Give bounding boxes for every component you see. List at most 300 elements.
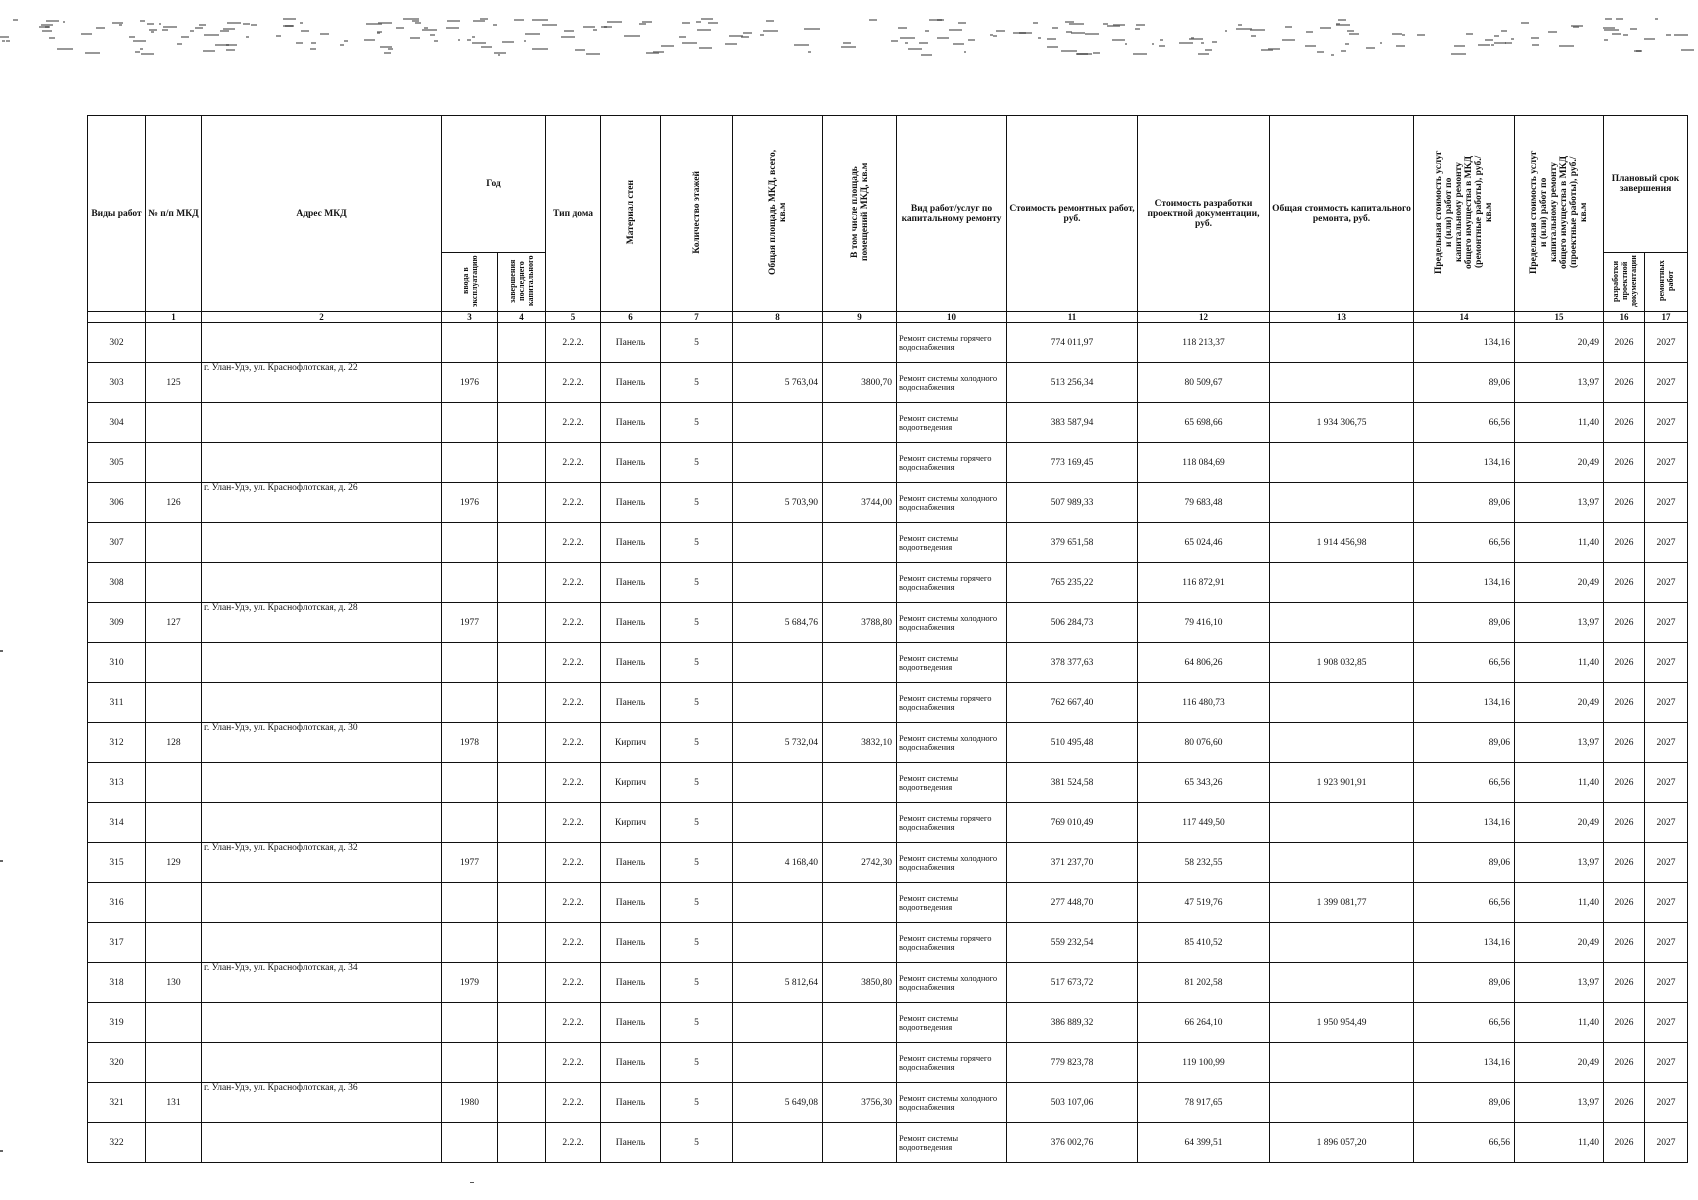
scan-noise-mark bbox=[564, 30, 574, 32]
cell-y1: 1977 bbox=[442, 843, 498, 883]
scan-noise-mark bbox=[1033, 22, 1039, 24]
cell-type: 2.2.2. bbox=[546, 563, 601, 603]
scan-noise-mark bbox=[532, 19, 547, 21]
scan-noise-mark bbox=[921, 54, 932, 56]
scan-noise-mark bbox=[0, 36, 8, 38]
scan-noise-mark bbox=[310, 48, 316, 50]
scan-noise-mark bbox=[1681, 49, 1694, 51]
cell-t2: 2027 bbox=[1645, 683, 1688, 723]
scan-noise-mark bbox=[1494, 35, 1499, 37]
cell-type: 2.2.2. bbox=[546, 1003, 601, 1043]
cell-area: 4 168,40 bbox=[733, 843, 823, 883]
scan-noise-mark bbox=[1093, 52, 1100, 54]
scan-noise-mark bbox=[199, 24, 207, 26]
cell-t1: 2026 bbox=[1604, 443, 1645, 483]
cell-l1: 134,16 bbox=[1414, 1043, 1515, 1083]
cell-t2: 2027 bbox=[1645, 723, 1688, 763]
cell-addr bbox=[202, 1123, 442, 1163]
cell-y2 bbox=[498, 563, 546, 603]
cell-t2: 2027 bbox=[1645, 443, 1688, 483]
cell-proj: 65 024,46 bbox=[1138, 523, 1270, 563]
scan-noise-mark bbox=[949, 29, 962, 31]
cell-vid: 320 bbox=[88, 1043, 146, 1083]
cell-y1 bbox=[442, 643, 498, 683]
cell-num: 130 bbox=[146, 963, 202, 1003]
cell-y1: 1977 bbox=[442, 603, 498, 643]
scan-noise-mark bbox=[1212, 41, 1218, 43]
cell-total bbox=[1270, 443, 1414, 483]
cell-num bbox=[146, 1123, 202, 1163]
scan-noise-mark bbox=[1159, 45, 1165, 47]
cell-work: Ремонт системы водоотведения bbox=[897, 763, 1007, 803]
cell-y1: 1976 bbox=[442, 363, 498, 403]
cell-l1: 89,06 bbox=[1414, 843, 1515, 883]
cell-cost: 774 011,97 bbox=[1007, 323, 1138, 363]
scan-noise-mark bbox=[300, 22, 302, 24]
cell-total bbox=[1270, 1043, 1414, 1083]
cell-work: Ремонт системы горячего водоснабжения bbox=[897, 323, 1007, 363]
cell-work: Ремонт системы горячего водоснабжения bbox=[897, 923, 1007, 963]
header-term-project bbox=[1604, 253, 1645, 312]
scan-noise bbox=[0, 12, 1698, 72]
header-limit-project bbox=[1515, 116, 1604, 312]
cell-t1: 2026 bbox=[1604, 563, 1645, 603]
scan-noise-mark bbox=[364, 39, 375, 41]
cell-vid: 318 bbox=[88, 963, 146, 1003]
cell-t1: 2026 bbox=[1604, 803, 1645, 843]
cell-t1: 2026 bbox=[1604, 363, 1645, 403]
scan-noise-mark bbox=[481, 46, 492, 48]
cell-y2 bbox=[498, 443, 546, 483]
scan-noise-mark bbox=[908, 48, 922, 50]
header-wall-material bbox=[601, 116, 661, 312]
cell-addr bbox=[202, 323, 442, 363]
scan-noise-mark bbox=[81, 33, 93, 35]
cell-wall: Панель bbox=[601, 483, 661, 523]
cell-fl: 5 bbox=[661, 763, 733, 803]
cell-proj: 58 232,55 bbox=[1138, 843, 1270, 883]
scan-noise-mark bbox=[1250, 29, 1265, 31]
cell-addr bbox=[202, 1003, 442, 1043]
cell-type: 2.2.2. bbox=[546, 923, 601, 963]
header-premises-area-text: В том числе площадь помещений МКД, кв.м bbox=[849, 162, 870, 262]
cell-vid: 321 bbox=[88, 1083, 146, 1123]
cell-y2 bbox=[498, 323, 546, 363]
cell-t2: 2027 bbox=[1645, 963, 1688, 1003]
scan-noise-mark bbox=[532, 48, 548, 50]
cell-fl: 5 bbox=[661, 403, 733, 443]
cell-y2 bbox=[498, 1123, 546, 1163]
scan-noise-mark bbox=[575, 49, 585, 51]
cell-area2: 2742,30 bbox=[823, 843, 897, 883]
table-row bbox=[88, 763, 1688, 803]
header-floors bbox=[661, 116, 733, 312]
cell-area bbox=[733, 523, 823, 563]
scan-noise-mark bbox=[243, 23, 250, 25]
scan-noise-mark bbox=[1630, 28, 1637, 30]
header-row-main bbox=[88, 116, 1688, 253]
scan-noise-mark bbox=[1571, 25, 1584, 27]
scan-noise-mark bbox=[422, 29, 437, 31]
cell-num bbox=[146, 323, 202, 363]
cell-l1: 89,06 bbox=[1414, 723, 1515, 763]
cell-vid: 311 bbox=[88, 683, 146, 723]
cell-t1: 2026 bbox=[1604, 763, 1645, 803]
cell-proj: 117 449,50 bbox=[1138, 803, 1270, 843]
cell-total: 1 923 901,91 bbox=[1270, 763, 1414, 803]
cell-area2: 3800,70 bbox=[823, 363, 897, 403]
cell-area: 5 703,90 bbox=[733, 483, 823, 523]
cell-fl: 5 bbox=[661, 883, 733, 923]
cell-fl: 5 bbox=[661, 683, 733, 723]
scan-noise-mark bbox=[162, 29, 168, 31]
cell-wall: Панель bbox=[601, 363, 661, 403]
scan-noise-mark bbox=[1071, 32, 1085, 34]
colnum-17: 17 bbox=[1645, 312, 1688, 323]
scan-noise-mark bbox=[891, 40, 898, 42]
cell-y1 bbox=[442, 1043, 498, 1083]
scan-noise-mark bbox=[696, 21, 701, 23]
scan-noise-mark bbox=[204, 34, 219, 36]
cell-work: Ремонт системы водоотведения bbox=[897, 643, 1007, 683]
colnum-6: 6 bbox=[601, 312, 661, 323]
colnum-3: 3 bbox=[442, 312, 498, 323]
cell-y1 bbox=[442, 323, 498, 363]
cell-wall: Кирпич bbox=[601, 723, 661, 763]
scan-noise-mark bbox=[1366, 47, 1375, 49]
scan-noise-mark bbox=[1478, 44, 1490, 46]
cell-t1: 2026 bbox=[1604, 603, 1645, 643]
colnum-13: 13 bbox=[1270, 312, 1414, 323]
scan-noise-mark bbox=[498, 54, 500, 56]
cell-t1: 2026 bbox=[1604, 683, 1645, 723]
scan-noise-mark bbox=[1559, 45, 1574, 47]
cell-area2 bbox=[823, 1123, 897, 1163]
cell-proj: 81 202,58 bbox=[1138, 963, 1270, 1003]
scan-noise-mark bbox=[993, 35, 997, 37]
header-total-cost: Общая стоимость капитального ремонта, руб. bbox=[1270, 116, 1414, 312]
cell-wall: Панель bbox=[601, 1003, 661, 1043]
scan-noise-mark bbox=[1179, 42, 1193, 44]
colnum-5: 5 bbox=[546, 312, 601, 323]
cell-t1: 2026 bbox=[1604, 1003, 1645, 1043]
scan-noise-mark bbox=[869, 19, 876, 21]
cell-addr bbox=[202, 443, 442, 483]
cell-wall: Панель bbox=[601, 1043, 661, 1083]
scan-noise-mark bbox=[679, 36, 686, 38]
cell-vid: 313 bbox=[88, 763, 146, 803]
colnum-11: 11 bbox=[1007, 312, 1138, 323]
cell-l2: 13,97 bbox=[1515, 963, 1604, 1003]
cell-area bbox=[733, 443, 823, 483]
scan-noise-mark bbox=[682, 42, 696, 44]
table-row bbox=[88, 563, 1688, 603]
cell-area: 5 684,76 bbox=[733, 603, 823, 643]
cell-total: 1 914 456,98 bbox=[1270, 523, 1414, 563]
cell-wall: Панель bbox=[601, 603, 661, 643]
cell-cost: 779 823,78 bbox=[1007, 1043, 1138, 1083]
cell-fl: 5 bbox=[661, 523, 733, 563]
scan-noise-mark bbox=[1417, 34, 1425, 36]
cell-area2 bbox=[823, 563, 897, 603]
cell-y2 bbox=[498, 483, 546, 523]
cell-t2: 2027 bbox=[1645, 523, 1688, 563]
cell-num bbox=[146, 1003, 202, 1043]
cell-work: Ремонт системы горячего водоснабжения bbox=[897, 443, 1007, 483]
scan-noise-mark bbox=[964, 51, 966, 53]
cell-l1: 134,16 bbox=[1414, 443, 1515, 483]
cell-t2: 2027 bbox=[1645, 483, 1688, 523]
table-row bbox=[88, 403, 1688, 443]
cell-proj: 116 480,73 bbox=[1138, 683, 1270, 723]
cell-total bbox=[1270, 603, 1414, 643]
cell-vid: 310 bbox=[88, 643, 146, 683]
cell-area bbox=[733, 1123, 823, 1163]
scan-noise-mark bbox=[181, 36, 189, 38]
scan-edge-mark bbox=[0, 860, 3, 862]
scan-noise-mark bbox=[147, 23, 154, 25]
colnum-8: 8 bbox=[733, 312, 823, 323]
cell-y1 bbox=[442, 923, 498, 963]
cell-work: Ремонт системы холодного водоснабжения bbox=[897, 363, 1007, 403]
header-total-area bbox=[733, 116, 823, 312]
scan-noise-mark bbox=[586, 53, 599, 55]
cell-num bbox=[146, 443, 202, 483]
cell-area bbox=[733, 923, 823, 963]
cell-t2: 2027 bbox=[1645, 603, 1688, 643]
scan-noise-mark bbox=[958, 22, 965, 24]
document-table-frame bbox=[87, 115, 1688, 1163]
cell-l1: 89,06 bbox=[1414, 603, 1515, 643]
cell-work: Ремонт системы холодного водоснабжения bbox=[897, 603, 1007, 643]
cell-vid: 305 bbox=[88, 443, 146, 483]
header-planned-term: Плановый срок завершения bbox=[1604, 116, 1688, 253]
cell-y1 bbox=[442, 403, 498, 443]
cell-proj: 64 806,26 bbox=[1138, 643, 1270, 683]
scan-noise-mark bbox=[841, 46, 856, 48]
cell-total: 1 896 057,20 bbox=[1270, 1123, 1414, 1163]
cell-total bbox=[1270, 323, 1414, 363]
scan-noise-mark bbox=[388, 48, 392, 50]
cell-work: Ремонт системы водоотведения bbox=[897, 1003, 1007, 1043]
scan-noise-mark bbox=[593, 29, 597, 31]
cell-cost: 386 889,32 bbox=[1007, 1003, 1138, 1043]
cell-t2: 2027 bbox=[1645, 1043, 1688, 1083]
cell-proj: 78 917,65 bbox=[1138, 1083, 1270, 1123]
scan-noise-mark bbox=[701, 18, 714, 20]
cell-addr: г. Улан-Удэ, ул. Краснофлотская, д. 32 bbox=[202, 843, 442, 883]
cell-cost: 559 232,54 bbox=[1007, 923, 1138, 963]
scan-noise-mark bbox=[542, 24, 557, 26]
cell-area2: 3744,00 bbox=[823, 483, 897, 523]
scan-noise-mark bbox=[276, 35, 282, 37]
cell-total: 1 399 081,77 bbox=[1270, 883, 1414, 923]
scan-noise-mark bbox=[396, 27, 403, 29]
scan-noise-mark bbox=[808, 51, 812, 53]
scan-noise-mark bbox=[1396, 45, 1405, 47]
header-year-last-repair bbox=[498, 253, 546, 312]
scan-noise-mark bbox=[1268, 48, 1280, 50]
cell-y1: 1980 bbox=[442, 1083, 498, 1123]
header-limit-project-text: Предельная стоимость услуг и (или) работ по капитальному ремонту общего имущества в МКД (проектные работы), руб./кв.м bbox=[1529, 150, 1589, 274]
scan-noise-mark bbox=[151, 31, 154, 33]
header-repair-cost: Стоимость ремонтных работ, руб. bbox=[1007, 116, 1138, 312]
cell-total bbox=[1270, 563, 1414, 603]
cell-l1: 134,16 bbox=[1414, 683, 1515, 723]
cell-t1: 2026 bbox=[1604, 403, 1645, 443]
scan-noise-mark bbox=[766, 20, 774, 22]
cell-y2 bbox=[498, 1083, 546, 1123]
scan-noise-mark bbox=[953, 43, 965, 45]
scan-noise-mark bbox=[1198, 53, 1209, 55]
scan-noise-mark bbox=[1454, 45, 1465, 47]
scan-noise-mark bbox=[1251, 35, 1257, 37]
cell-l2: 13,97 bbox=[1515, 603, 1604, 643]
scan-noise-mark bbox=[1655, 18, 1658, 20]
cell-l2: 13,97 bbox=[1515, 723, 1604, 763]
cell-area: 5 763,04 bbox=[733, 363, 823, 403]
cell-fl: 5 bbox=[661, 1083, 733, 1123]
cell-vid: 319 bbox=[88, 1003, 146, 1043]
scan-noise-mark bbox=[1191, 37, 1194, 39]
cell-addr bbox=[202, 523, 442, 563]
table-row bbox=[88, 963, 1688, 1003]
cell-wall: Панель bbox=[601, 523, 661, 563]
scan-noise-mark bbox=[1644, 38, 1655, 40]
scan-noise-mark bbox=[133, 40, 147, 42]
scan-noise-mark bbox=[1451, 53, 1466, 55]
cell-l2: 11,40 bbox=[1515, 523, 1604, 563]
cell-area2 bbox=[823, 323, 897, 363]
scan-noise-mark bbox=[377, 31, 382, 33]
scan-noise-mark bbox=[1305, 45, 1317, 47]
cell-total: 1 934 306,75 bbox=[1270, 403, 1414, 443]
scan-noise-mark bbox=[159, 23, 161, 25]
cell-proj: 65 343,26 bbox=[1138, 763, 1270, 803]
cell-vid: 314 bbox=[88, 803, 146, 843]
cell-l2: 11,40 bbox=[1515, 1003, 1604, 1043]
cell-l2: 11,40 bbox=[1515, 643, 1604, 683]
cell-total bbox=[1270, 723, 1414, 763]
scan-noise-mark bbox=[925, 30, 929, 32]
scan-noise-mark bbox=[1085, 33, 1100, 35]
cell-fl: 5 bbox=[661, 643, 733, 683]
cell-area2: 3850,80 bbox=[823, 963, 897, 1003]
cell-vid: 322 bbox=[88, 1123, 146, 1163]
scan-noise-mark bbox=[430, 34, 434, 36]
scan-noise-mark bbox=[301, 30, 309, 32]
scan-noise-mark bbox=[1494, 42, 1506, 44]
cell-area bbox=[733, 563, 823, 603]
cell-t2: 2027 bbox=[1645, 643, 1688, 683]
cell-cost: 383 587,94 bbox=[1007, 403, 1138, 443]
header-year: Год bbox=[442, 116, 546, 253]
cell-y2 bbox=[498, 603, 546, 643]
scan-noise-mark bbox=[708, 22, 718, 24]
cell-type: 2.2.2. bbox=[546, 483, 601, 523]
cell-t1: 2026 bbox=[1604, 323, 1645, 363]
cell-proj: 64 399,51 bbox=[1138, 1123, 1270, 1163]
cell-l2: 13,97 bbox=[1515, 363, 1604, 403]
cell-l2: 11,40 bbox=[1515, 883, 1604, 923]
cell-num: 126 bbox=[146, 483, 202, 523]
scan-noise-mark bbox=[2, 40, 5, 42]
scan-noise-mark bbox=[129, 36, 134, 38]
cell-area bbox=[733, 403, 823, 443]
cell-cost: 376 002,76 bbox=[1007, 1123, 1138, 1163]
scan-noise-mark bbox=[1347, 30, 1354, 32]
cell-y2 bbox=[498, 403, 546, 443]
cell-l1: 66,56 bbox=[1414, 1003, 1515, 1043]
scan-edge-mark bbox=[0, 1150, 3, 1152]
cell-l2: 11,40 bbox=[1515, 403, 1604, 443]
cell-vid: 315 bbox=[88, 843, 146, 883]
cell-wall: Панель bbox=[601, 843, 661, 883]
scan-noise-mark bbox=[1225, 30, 1227, 32]
cell-area: 5 649,08 bbox=[733, 1083, 823, 1123]
cell-type: 2.2.2. bbox=[546, 843, 601, 883]
cell-l1: 89,06 bbox=[1414, 1083, 1515, 1123]
cell-l2: 20,49 bbox=[1515, 683, 1604, 723]
cell-area bbox=[733, 803, 823, 843]
cell-l2: 20,49 bbox=[1515, 563, 1604, 603]
cell-cost: 769 010,49 bbox=[1007, 803, 1138, 843]
cell-type: 2.2.2. bbox=[546, 723, 601, 763]
scan-noise-mark bbox=[1047, 38, 1056, 40]
scan-noise-mark bbox=[446, 27, 458, 29]
cell-wall: Панель bbox=[601, 443, 661, 483]
scan-noise-mark bbox=[607, 21, 621, 23]
scan-noise-mark bbox=[937, 37, 950, 39]
scan-noise-mark bbox=[524, 40, 527, 42]
cell-cost: 378 377,63 bbox=[1007, 643, 1138, 683]
cell-work: Ремонт системы водоотведения bbox=[897, 883, 1007, 923]
cell-t1: 2026 bbox=[1604, 1083, 1645, 1123]
cell-y2 bbox=[498, 643, 546, 683]
cell-cost: 765 235,22 bbox=[1007, 563, 1138, 603]
cell-fl: 5 bbox=[661, 363, 733, 403]
cell-t2: 2027 bbox=[1645, 843, 1688, 883]
cell-fl: 5 bbox=[661, 603, 733, 643]
cell-t1: 2026 bbox=[1604, 883, 1645, 923]
cell-l1: 89,06 bbox=[1414, 363, 1515, 403]
table-row bbox=[88, 843, 1688, 883]
cell-proj: 80 509,67 bbox=[1138, 363, 1270, 403]
scan-noise-mark bbox=[929, 19, 942, 21]
scan-noise-mark bbox=[1485, 39, 1493, 41]
header-term-repair-text: ремонтных работ bbox=[1657, 260, 1675, 301]
cell-type: 2.2.2. bbox=[546, 1043, 601, 1083]
cell-type: 2.2.2. bbox=[546, 1083, 601, 1123]
cell-y2 bbox=[498, 883, 546, 923]
scan-noise-mark bbox=[1521, 22, 1529, 24]
cell-type: 2.2.2. bbox=[546, 603, 601, 643]
cell-vid: 306 bbox=[88, 483, 146, 523]
scan-noise-mark bbox=[1532, 44, 1540, 46]
cell-l1: 66,56 bbox=[1414, 643, 1515, 683]
cell-l2: 20,49 bbox=[1515, 923, 1604, 963]
scan-noise-mark bbox=[1604, 39, 1608, 41]
scan-noise-mark bbox=[639, 23, 646, 25]
table-row bbox=[88, 483, 1688, 523]
scan-noise-mark bbox=[996, 30, 1005, 32]
scan-noise-mark bbox=[1511, 38, 1514, 40]
scan-noise-mark bbox=[1666, 34, 1671, 36]
cell-area bbox=[733, 683, 823, 723]
scan-noise-mark bbox=[1238, 24, 1242, 26]
cell-total bbox=[1270, 923, 1414, 963]
colnum-15: 15 bbox=[1515, 312, 1604, 323]
